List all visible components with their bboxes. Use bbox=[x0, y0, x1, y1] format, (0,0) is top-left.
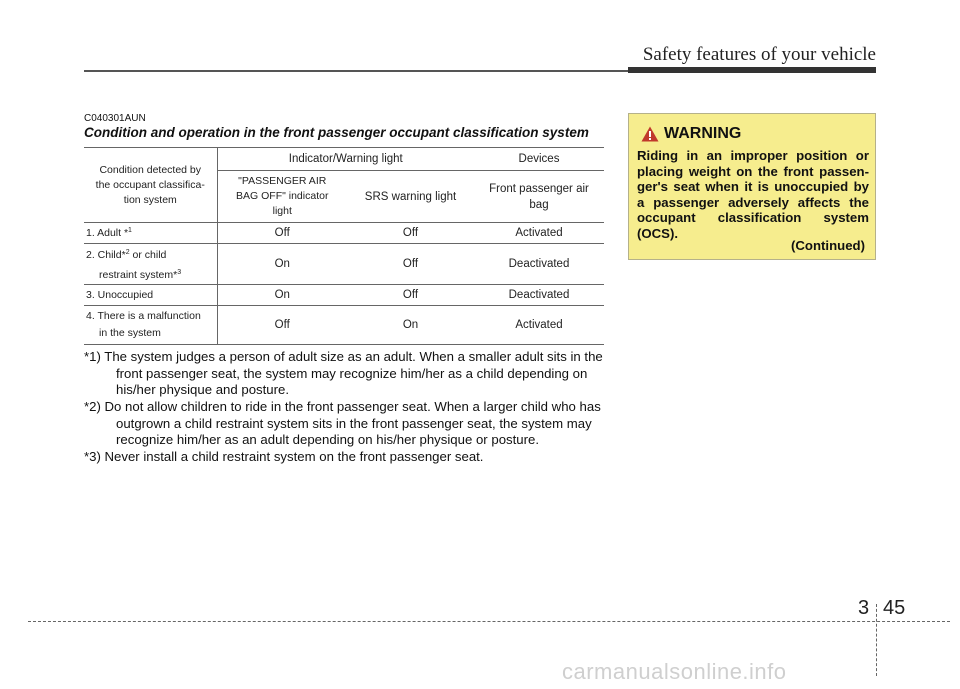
cell-srs: On bbox=[347, 306, 474, 345]
subheader-front-line: Front passenger air bbox=[489, 182, 589, 195]
page-number: 45 bbox=[883, 597, 906, 619]
warning-header bbox=[641, 125, 741, 143]
footnote: *3) Never install a child restraint system on the front passenger seat. bbox=[84, 449, 484, 464]
footer-rule bbox=[28, 621, 950, 622]
cell-device: Activated bbox=[474, 223, 604, 244]
row-label-text: 1. Adult * bbox=[86, 227, 129, 239]
table-row bbox=[84, 285, 604, 306]
cell-pab: On bbox=[217, 244, 347, 285]
table-row bbox=[84, 244, 604, 285]
cell-srs: Off bbox=[347, 223, 474, 244]
cell-srs: Off bbox=[347, 285, 474, 306]
footnote-ref: 3 bbox=[177, 269, 182, 276]
row-label bbox=[84, 285, 217, 306]
section-code: C040301AUN bbox=[84, 113, 146, 124]
header-condition bbox=[84, 148, 217, 223]
row-label bbox=[84, 306, 217, 345]
cell-device: Deactivated bbox=[474, 244, 604, 285]
cell-srs: Off bbox=[347, 244, 474, 285]
table-row bbox=[84, 223, 604, 244]
section-title: Condition and operation in the front passenger occupant classification system bbox=[84, 125, 589, 140]
warning-triangle-icon bbox=[641, 126, 659, 142]
row-label-text: 2. Child* bbox=[86, 249, 126, 261]
cell-device: Deactivated bbox=[474, 285, 604, 306]
header-devices: Devices bbox=[474, 148, 604, 171]
subheader-pab-line: "PASSENGER AIR bbox=[238, 175, 327, 187]
subheader-srs: SRS warning light bbox=[347, 171, 474, 223]
footnotes bbox=[84, 349, 604, 466]
row-label-text: 4. There is a malfunction bbox=[86, 310, 201, 322]
warning-continued: (Continued) bbox=[791, 238, 865, 253]
subheader-pab-line: BAG OFF" indicator bbox=[236, 190, 329, 202]
row-label-text: in the system bbox=[99, 327, 161, 339]
occupant-classification-table bbox=[84, 147, 604, 345]
watermark: carmanualsonline.info bbox=[562, 659, 787, 684]
cell-pab: Off bbox=[217, 223, 347, 244]
warning-text: Riding in an improper position or placing weight on the front passen-ger's seat when it is unoccupied by a passenger adversely affects the occupant classification system (OCS). bbox=[637, 148, 869, 241]
row-label-text: or child bbox=[129, 249, 167, 261]
table-header-row bbox=[84, 148, 604, 171]
row-label bbox=[84, 244, 217, 285]
row-label-text: 3. Unoccupied bbox=[86, 289, 154, 301]
footer-divider bbox=[876, 604, 877, 676]
header-title: Safety features of your vehicle bbox=[642, 44, 876, 65]
header-rule-accent bbox=[628, 67, 876, 73]
row-label-text: restraint system* bbox=[99, 269, 178, 281]
row-label bbox=[84, 223, 217, 244]
subheader-front-airbag bbox=[474, 171, 604, 223]
cell-pab: Off bbox=[217, 306, 347, 345]
header-condition-line: tion system bbox=[123, 193, 177, 206]
footnote-ref: 1 bbox=[128, 227, 132, 234]
header-condition-line: Condition detected by bbox=[99, 163, 202, 176]
table-row bbox=[84, 306, 604, 345]
subheader-front-line: bag bbox=[529, 198, 549, 211]
warning-box bbox=[628, 113, 876, 260]
header-indicator: Indicator/Warning light bbox=[217, 148, 474, 171]
header-condition-line: the occupant classifica- bbox=[95, 178, 205, 191]
chapter-number: 3 bbox=[858, 597, 870, 619]
footnote-ref: 2 bbox=[125, 249, 130, 256]
warning-title: WARNING bbox=[664, 125, 742, 142]
subheader-pab bbox=[217, 171, 347, 223]
cell-pab: On bbox=[217, 285, 347, 306]
cell-device: Activated bbox=[474, 306, 604, 345]
subheader-pab-line: light bbox=[272, 205, 292, 217]
footnote: *1) The system judges a person of adult size as an adult. When a smaller adult sits in the front passenger seat, the system may recognize him/her as a child depending on his/her physique and posture. bbox=[84, 349, 603, 397]
footnote: *2) Do not allow children to ride in the front passenger seat. When a larger child who has outgrown a child restraint system sits in the front passenger seat, the system may recognize him/her as an adult depending on his/her physique or posture. bbox=[84, 399, 601, 447]
